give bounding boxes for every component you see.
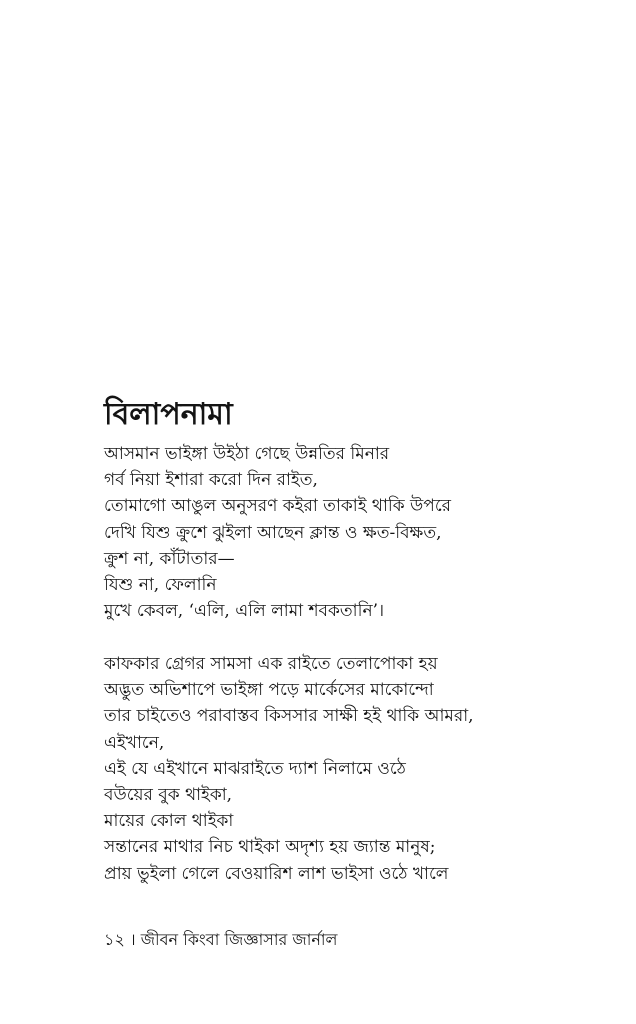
footer-separator: ।: [129, 930, 136, 949]
verse-line: দেখি যিশু ক্রুশে ঝুইলা আছেন ক্লান্ত ও ক্ষত-বিক্ষত,: [104, 522, 442, 543]
verse-line: মুখে কেবল, ‘এলি, এলি লামা শবকতানি’।: [104, 601, 385, 622]
verse-line: যিশু না, ফেলানি: [104, 574, 217, 595]
poem-title: বিলাপনামা: [104, 397, 233, 432]
verse-line: বউয়ের বুক থাইকা,: [104, 784, 233, 805]
page-number: ১২: [104, 930, 125, 949]
verse-line: প্রায় ভুইলা গেলে বেওয়ারিশ লাশ ভাইসা ওঠে খালে: [104, 863, 449, 884]
verse-line: এইখানে,: [104, 732, 165, 753]
verse-line: মায়ের কোল থাইকা: [104, 811, 234, 832]
verse-line: আসমান ভাইঙ্গা উইঠা গেছে উন্নতির মিনার: [104, 444, 390, 464]
stanza-1: [104, 441, 451, 624]
verse-line: এই যে এইখানে মাঝরাইতে দ্যাশ নিলামে ওঠে: [104, 758, 406, 779]
verse-line: তার চাইতেও পরাবাস্তব কিসসার সাক্ষী হই থাকি আমরা,: [104, 706, 474, 727]
verse-line: তোমাগো আঙুল অনুসরণ কইরা তাকাই থাকি উপরে: [104, 496, 452, 517]
page-footer: [104, 928, 337, 952]
book-title: জীবন কিংবা জিজ্ঞাসার জার্নাল: [140, 930, 338, 949]
stanza-2: [104, 651, 474, 887]
verse-line: অদ্ভুত অভিশাপে ভাইঙ্গা পড়ে মার্কেসের মাকোন্দো: [104, 680, 434, 701]
verse-line: গর্ব নিয়া ইশারা করো দিন রাইত,: [104, 470, 318, 491]
verse-line: সন্তানের মাথার নিচ থাইকা অদৃশ্য হয় জ্যান্ত মানুষ;: [104, 837, 436, 858]
verse-line: কাফকার গ্রেগর সামসা এক রাইতে তেলাপোকা হয়: [104, 654, 438, 674]
verse-line: ক্রুশ না, কাঁটাতার—: [104, 548, 235, 569]
